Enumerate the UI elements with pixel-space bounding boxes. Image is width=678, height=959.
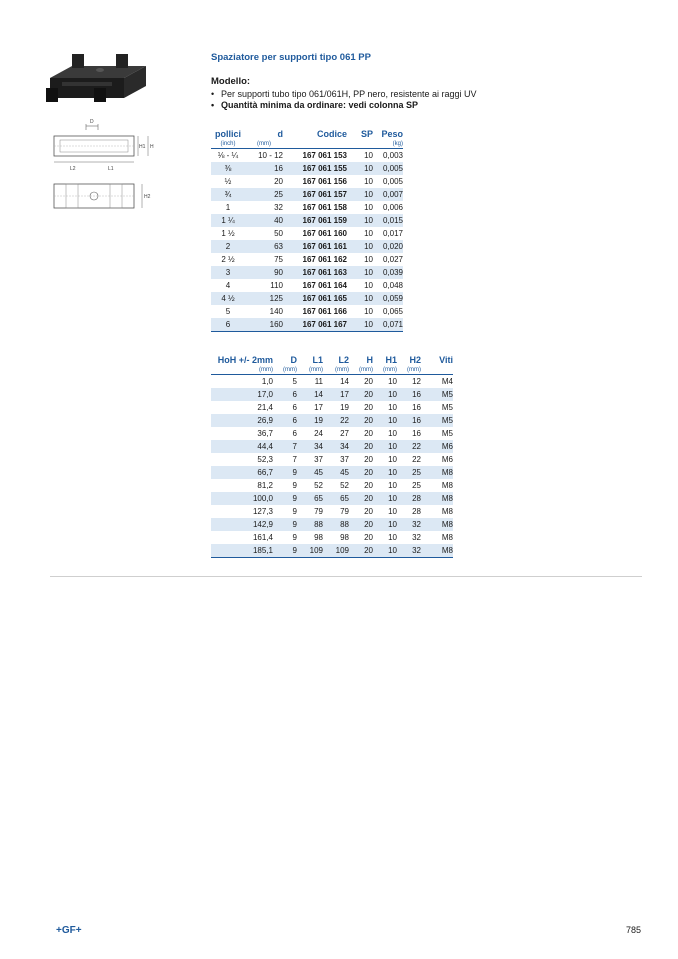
table-cell: 0,003 [382,151,403,160]
table-row [211,188,403,201]
table-cell: 20 [274,177,283,186]
table-cell: 10 [388,377,397,386]
table-cell: 44,4 [211,440,273,453]
table-cell: 79 [340,507,349,516]
unit-label: (mm) [323,365,349,375]
table-cell: M5 [421,414,453,427]
table-cell: 10 [364,281,373,290]
table-cell: 167 061 164 [302,281,347,290]
table-cell: 52 [314,481,323,490]
table-cell: ½ [224,177,232,186]
drawing-label-H1: H1 [139,144,146,150]
table-cell: 10 [388,429,397,438]
table-cell: M5 [441,429,453,438]
table-row [211,162,403,175]
table-cell: 10 [347,162,373,175]
technical-drawing-side [50,118,160,174]
table-row [211,279,403,292]
table-cell: 127,3 [252,507,273,516]
table-cell: 10 [373,440,397,453]
feature-item: • Quantità minima da ordinare: vedi colonna SP [211,100,477,111]
table-row [211,318,403,332]
table-cell: 167 061 161 [283,240,347,253]
table-cell: 75 [274,255,283,264]
table-cell: 0,017 [382,229,403,238]
col-header-H1: H1 [385,355,397,365]
col-header-pollici: pollici [214,129,241,139]
table-cell: 167 061 158 [302,203,347,212]
table-cell: 37 [340,455,349,464]
table-cell: 6 [292,403,297,412]
feature-list [211,89,477,111]
table-cell: 20 [349,440,373,453]
table-cell: 5 [225,307,231,316]
table-cell: 20 [349,492,373,505]
table-cell: 16 [245,162,283,175]
table-cell: 0,005 [382,177,403,186]
table-cell: 26,9 [211,414,273,427]
col-header-peso: Peso [381,129,403,139]
table-row [211,414,453,427]
table-row [211,531,453,544]
table-cell: 32 [397,544,421,558]
table-row [211,253,403,266]
table-cell: 10 [347,240,373,253]
table-cell: 9 [273,492,297,505]
table-cell: 167 061 156 [302,177,347,186]
table-cell: 25 [245,188,283,201]
table-cell: 10 [388,533,397,542]
table-cell: 167 061 162 [302,255,347,264]
drawing-label-H: H [150,144,154,150]
table-cell: M8 [421,544,453,558]
table-cell: 16 [412,429,421,438]
table-cell: 1 ½ [221,229,235,238]
table-cell: 0,071 [373,318,403,332]
table-cell: 10 [388,455,397,464]
table-row [211,466,453,479]
table-cell: 9 [273,544,297,558]
table-cell: 32 [412,533,421,542]
table-cell: 6 [273,414,297,427]
table-cell: 25 [397,466,421,479]
table-cell: 20 [364,455,373,464]
table-cell: 20 [364,481,373,490]
table-cell: 88 [323,518,349,531]
col-header-sp: SP [360,129,373,139]
table-cell: 109 [323,544,349,558]
table-cell: ¾ [211,188,245,201]
table-cell: ⅜ [211,162,245,175]
table-cell: 20 [349,414,373,427]
table-cell: 10 [373,388,397,401]
table-row [211,479,453,492]
table-row [211,266,403,279]
table-row [211,388,453,401]
table-cell: 20 [364,533,373,542]
table-cell: 167 061 167 [283,318,347,332]
table-row [211,505,453,518]
col-header-H: H [366,355,373,365]
table-cell: 11 [314,377,323,386]
table-cell: 10 [373,518,397,531]
table-cell: 65 [323,492,349,505]
table-cell: 167 061 155 [283,162,347,175]
table-cell: 10 [364,203,373,212]
table-cell: 50 [274,229,283,238]
table-cell: 17,0 [211,388,273,401]
col-header-d: d [277,129,283,139]
table-cell: 109 [297,544,323,558]
table-cell: 167 061 165 [283,292,347,305]
table-row [211,201,403,214]
unit-label: (inch) [211,139,245,149]
table-cell: 10 [347,292,373,305]
table-cell: M5 [441,403,453,412]
table-cell: 185,1 [211,544,273,558]
table-cell: 20 [364,507,373,516]
table-cell: M8 [421,466,453,479]
table-row [211,149,403,163]
table-cell: 0,015 [373,214,403,227]
table-cell: 7 [292,455,297,464]
dimension-table [211,352,453,558]
unit-label [283,139,347,149]
table-cell: 24 [314,429,323,438]
table-cell: 161,4 [252,533,273,542]
unit-label: (mm) [397,365,421,375]
table-cell: 10 [364,307,373,316]
technical-drawing-top [50,176,160,216]
table-cell: 19 [297,414,323,427]
table-row [211,240,403,253]
table-cell: 0,048 [382,281,403,290]
table-cell: 16 [397,388,421,401]
table-cell: 0,039 [373,266,403,279]
table-row [211,440,453,453]
table-cell: 0,006 [382,203,403,212]
section-divider [50,576,642,577]
table-cell: 88 [297,518,323,531]
table-row [211,375,453,389]
gf-logo: +GF+ [56,925,82,936]
table-cell: 0,007 [373,188,403,201]
table-cell: 90 [245,266,283,279]
table-cell: 81,2 [257,481,273,490]
col-header-L2: L2 [338,355,349,365]
table-cell: 0,027 [382,255,403,264]
table-cell: 125 [245,292,283,305]
table-cell: 1 ¼ [211,214,245,227]
table-cell: 17 [314,403,323,412]
table-cell: 0,065 [382,307,403,316]
table-cell: 36,7 [257,429,273,438]
table-cell: 22 [323,414,349,427]
table-cell: 40 [245,214,283,227]
col-header-codice: Codice [316,129,347,139]
product-photo [42,48,154,114]
table-cell: 63 [245,240,283,253]
unit-label: (mm) [349,365,373,375]
table-cell: 1 [225,203,231,212]
table-cell: 10 [373,492,397,505]
table-cell: 17 [323,388,349,401]
table-cell: 25 [412,481,421,490]
table-cell: 5 [292,377,297,386]
col-header-viti: Viti [439,355,453,365]
table-cell: 10 [364,229,373,238]
table-cell: 167 061 163 [283,266,347,279]
table-cell: 20 [349,466,373,479]
table-cell: 110 [270,281,283,290]
table-cell: M8 [441,533,453,542]
table-cell: 10 [388,507,397,516]
table-row [211,427,453,440]
product-title: Spaziatore per supporti tipo 061 PP [211,52,371,63]
unit-label [347,139,373,149]
table-cell: 167 061 166 [302,307,347,316]
table-cell: 20 [364,429,373,438]
table-cell: M6 [441,455,453,464]
table-cell: 37 [314,455,323,464]
table-row [211,227,403,240]
unit-label [421,365,453,375]
table-cell: 6 [273,388,297,401]
table-cell: M5 [421,388,453,401]
table-cell: 10 [347,318,373,332]
table-cell: 65 [297,492,323,505]
drawing-label-L2: L2 [70,166,76,172]
table-cell: 79 [314,507,323,516]
table-cell: 160 [245,318,283,332]
table-cell: 19 [340,403,349,412]
unit-label: (mm) [273,365,297,375]
table-cell: 10 [373,414,397,427]
table-cell: 7 [273,440,297,453]
table-cell: M8 [441,481,453,490]
unit-label: (mm) [245,139,283,149]
table-cell: 10 [388,403,397,412]
table-cell: 27 [340,429,349,438]
table-cell: 22 [397,440,421,453]
table-cell: 20 [349,544,373,558]
table-cell: 0,020 [373,240,403,253]
table-cell: M8 [421,492,453,505]
table-cell: 28 [412,507,421,516]
table-cell: 10 [347,266,373,279]
table-cell: 167 061 153 [302,151,347,160]
table-cell: 22 [412,455,421,464]
table-row [211,492,453,505]
table-cell: 10 [373,466,397,479]
table-cell: 10 [373,544,397,558]
table-cell: 9 [292,507,297,516]
table-cell: 16 [412,403,421,412]
table-cell: 28 [397,492,421,505]
table-cell: 14 [340,377,349,386]
product-table [211,126,403,332]
table-cell: 2 [211,240,245,253]
table-cell: 1,0 [261,377,273,386]
unit-label: (mm) [373,365,397,375]
table-cell: 32 [274,203,283,212]
table-cell: 34 [323,440,349,453]
col-header-L1: L1 [312,355,323,365]
table-cell: 10 [388,481,397,490]
table-cell: 20 [349,518,373,531]
table-cell: 21,4 [257,403,273,412]
table-cell: 6 [292,429,297,438]
table-cell: 66,7 [211,466,273,479]
table-cell: 98 [314,533,323,542]
table-row [211,292,403,305]
table-cell: 16 [397,414,421,427]
table-cell: 0,005 [373,162,403,175]
page-number: 785 [626,925,642,935]
table-cell: 52 [340,481,349,490]
table-cell: 2 ½ [221,255,235,264]
table-cell: 10 [364,177,373,186]
table-cell: 10 - 12 [258,151,283,160]
col-header-H2: H2 [409,355,421,365]
drawing-label-H2: H2 [144,194,151,200]
table-cell: 4 ½ [211,292,245,305]
table-cell: 142,9 [211,518,273,531]
feature-item: • Per supporti tubo tipo 061/061H, PP nero, resistente ai raggi UV [211,89,477,100]
table-cell: 32 [397,518,421,531]
table-cell: 6 [211,318,245,332]
table-row [211,453,453,466]
table-cell: 45 [297,466,323,479]
table-cell: 98 [340,533,349,542]
table-cell: 34 [297,440,323,453]
table-cell: 9 [273,466,297,479]
table-cell: M4 [441,377,453,386]
table-cell: 4 [225,281,231,290]
drawing-label-L1: L1 [108,166,114,172]
table-cell: 10 [364,151,373,160]
table-cell: 0,059 [373,292,403,305]
table-cell: 52,3 [257,455,273,464]
unit-label: (kg) [373,139,403,149]
table-cell: 167 061 160 [302,229,347,238]
table-cell: M6 [421,440,453,453]
table-row [211,544,453,558]
table-cell: M8 [421,518,453,531]
col-header-hoh: HoH +/- 2mm [217,355,273,365]
drawing-label-D: D [90,119,94,125]
table-cell: M8 [441,507,453,516]
table-cell: 167 061 159 [283,214,347,227]
table-cell: 100,0 [211,492,273,505]
table-cell: 10 [347,188,373,201]
table-cell: 10 [364,255,373,264]
table-row [211,518,453,531]
table-cell: 12 [412,377,421,386]
model-label: Modello: [211,76,251,87]
unit-label: (mm) [297,365,323,375]
table-cell: 9 [292,481,297,490]
table-cell: 45 [323,466,349,479]
table-cell: 167 061 157 [283,188,347,201]
table-cell: 20 [364,377,373,386]
table-cell: 9 [292,533,297,542]
table-cell: 20 [364,403,373,412]
table-row [211,175,403,188]
table-row [211,401,453,414]
table-cell: 14 [297,388,323,401]
table-row [211,214,403,227]
table-cell: 140 [269,307,283,316]
col-header-D: D [290,355,297,365]
table-cell: 10 [347,214,373,227]
unit-label: (mm) [211,365,273,375]
table-row [211,305,403,318]
table-cell: 20 [349,388,373,401]
table-cell: 9 [273,518,297,531]
table-cell: ⅛ - ¼ [217,151,239,160]
table-cell: 3 [211,266,245,279]
